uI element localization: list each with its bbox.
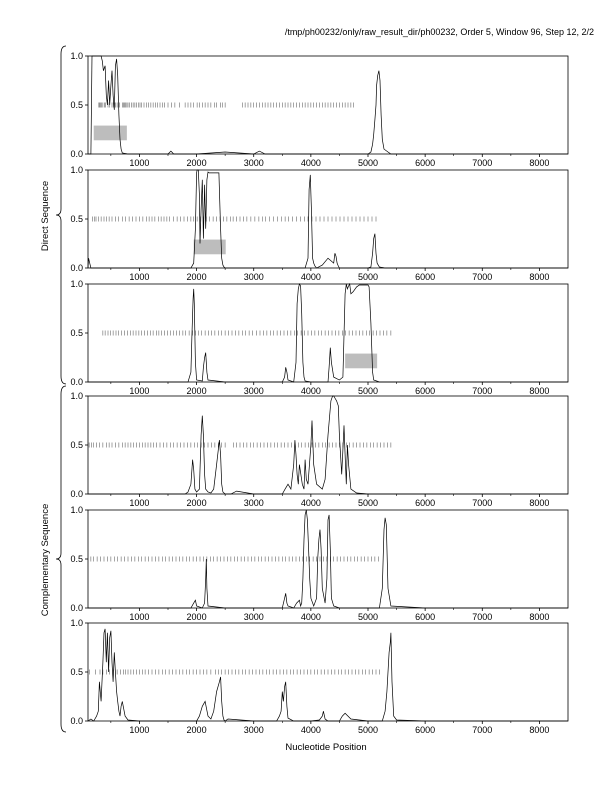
group-braces — [56, 46, 66, 732]
x-tick-label: 2000 — [186, 612, 207, 622]
plot-frame — [88, 284, 568, 382]
x-tick-label: 6000 — [415, 498, 436, 508]
x-tick-label: 7000 — [472, 612, 493, 622]
x-tick-label: 6000 — [415, 158, 436, 168]
y-tick-label: 1.0 — [70, 618, 83, 628]
x-tick-label: 2000 — [186, 272, 207, 282]
y-tick-label: 0.5 — [70, 100, 83, 110]
coding-potential-line — [88, 629, 568, 721]
y-tick-label: 0.5 — [70, 554, 83, 564]
y-tick-label: 1.0 — [70, 51, 83, 61]
x-tick-label: 5000 — [357, 725, 379, 735]
x-tick-label: 7000 — [472, 498, 493, 508]
x-tick-label: 3000 — [243, 158, 264, 168]
panel-direct-frame-1 — [70, 51, 568, 168]
orf-box — [94, 126, 127, 141]
y-tick-label: 0.0 — [70, 263, 83, 273]
coding-potential-line — [88, 284, 568, 382]
x-tick-label: 2000 — [186, 725, 207, 735]
x-tick-label: 8000 — [529, 498, 550, 508]
y-tick-label: 0.0 — [70, 149, 83, 159]
direct-sequence-brace — [56, 46, 66, 384]
x-tick-label: 4000 — [300, 612, 321, 622]
x-tick-label: 4000 — [300, 386, 321, 396]
x-tick-label: 8000 — [529, 725, 550, 735]
x-tick-label: 3000 — [243, 386, 264, 396]
x-tick-label: 2000 — [186, 158, 207, 168]
y-tick-label: 0.5 — [70, 328, 83, 338]
y-tick-label: 0.5 — [70, 667, 83, 677]
x-tick-label: 1000 — [129, 272, 150, 282]
x-tick-label: 8000 — [529, 272, 550, 282]
panel-complementary-frame-2 — [70, 505, 568, 622]
x-tick-label: 8000 — [529, 612, 550, 622]
y-tick-label: 1.0 — [70, 279, 83, 289]
y-tick-label: 1.0 — [70, 505, 83, 515]
x-tick-label: 8000 — [529, 386, 550, 396]
x-tick-label: 2000 — [186, 498, 207, 508]
x-tick-label: 5000 — [357, 158, 379, 168]
y-tick-label: 0.5 — [70, 440, 83, 450]
panel-direct-frame-3 — [70, 279, 568, 396]
x-tick-label: 5000 — [357, 386, 379, 396]
x-tick-label: 7000 — [472, 272, 493, 282]
panel-direct-frame-2 — [70, 165, 568, 282]
x-tick-label: 5000 — [357, 272, 379, 282]
x-tick-label: 7000 — [472, 158, 493, 168]
y-tick-label: 1.0 — [70, 391, 83, 401]
x-tick-label: 7000 — [472, 725, 493, 735]
x-tick-label: 1000 — [129, 386, 150, 396]
x-tick-label: 2000 — [186, 386, 207, 396]
x-tick-label: 3000 — [243, 272, 264, 282]
x-tick-label: 4000 — [300, 498, 321, 508]
y-tick-label: 0.0 — [70, 716, 83, 726]
y-tick-label: 1.0 — [70, 165, 83, 175]
x-tick-label: 6000 — [415, 386, 436, 396]
coding-potential-line — [88, 510, 568, 608]
x-tick-label: 4000 — [300, 272, 321, 282]
x-tick-label: 4000 — [300, 725, 321, 735]
x-tick-label: 4000 — [300, 158, 321, 168]
x-tick-label: 1000 — [129, 612, 150, 622]
x-tick-label: 6000 — [415, 272, 436, 282]
panel-complementary-frame-3 — [70, 618, 568, 735]
complementary-sequence-label: Complementary Sequence — [40, 503, 51, 617]
x-tick-label: 1000 — [129, 158, 150, 168]
x-tick-label: 8000 — [529, 158, 550, 168]
y-tick-label: 0.0 — [70, 603, 83, 613]
panels-container — [70, 51, 568, 735]
x-tick-label: 3000 — [243, 498, 264, 508]
x-tick-label: 5000 — [357, 498, 379, 508]
x-tick-label: 3000 — [243, 725, 264, 735]
x-tick-label: 7000 — [472, 386, 493, 396]
y-tick-label: 0.5 — [70, 214, 83, 224]
x-tick-label: 1000 — [129, 498, 150, 508]
x-tick-label: 1000 — [129, 725, 150, 735]
x-tick-label: 6000 — [415, 725, 436, 735]
y-tick-label: 0.0 — [70, 377, 83, 387]
x-tick-label: 5000 — [357, 612, 379, 622]
y-tick-label: 0.0 — [70, 489, 83, 499]
complementary-sequence-brace — [56, 386, 66, 732]
panel-complementary-frame-1 — [70, 391, 568, 508]
figure-title: /tmp/ph00232/only/raw_result_dir/ph00232, Order 5, Window 96, Step 12, 2/2 — [284, 27, 594, 37]
x-tick-label: 3000 — [243, 612, 264, 622]
x-axis-label: Nucleotide Position — [285, 742, 367, 753]
direct-sequence-label: Direct Sequence — [40, 180, 51, 252]
x-tick-label: 6000 — [415, 612, 436, 622]
